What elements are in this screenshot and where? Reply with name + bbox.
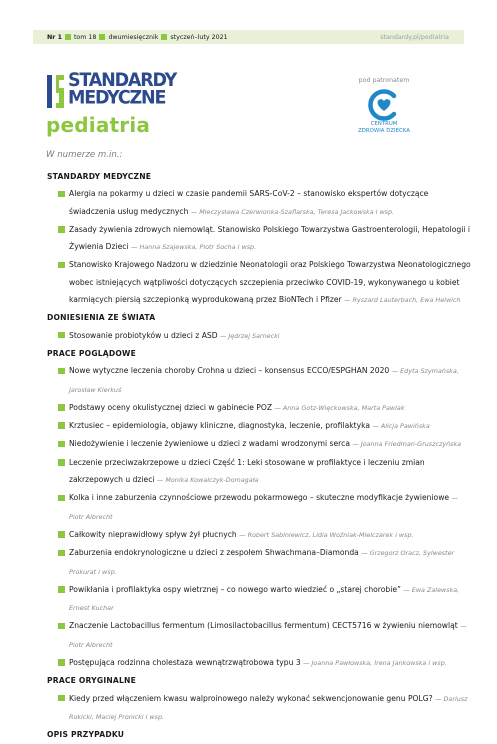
article-title: Zaburzenia endokrynologiczne u dzieci z zespołem Shwachmana–Diamonda xyxy=(69,548,359,558)
article-title: Kolka i inne zaburzenia czynnościowe przewodu pokarmowego – skuteczne modyfikacje żywieniowe xyxy=(69,493,450,503)
article-title: Stosowanie probiotyków u dzieci z ASD xyxy=(69,330,218,340)
article-authors: — Ewa Zalewska, Ernest Kuchar xyxy=(69,585,460,613)
bullet-square-icon xyxy=(58,226,65,233)
bullet-square-icon xyxy=(58,623,65,630)
issue-period: styczeń–luty 2021 xyxy=(170,33,228,41)
section-heading: DONIESIENIA ZE ŚWIATA xyxy=(47,313,156,323)
article-title: Powikłania i profilaktyka ospy wietrznej – co nowego warto wiedzieć o „starej chorobie” xyxy=(69,584,401,594)
article-title: Kiedy przed włączeniem kwasu walproinowego należy wykonać sekwencjonowanie genu POLG? xyxy=(69,693,433,703)
article-authors: — Joanna Friedman-Gruszczyńska xyxy=(352,440,462,449)
separator-square-icon xyxy=(65,34,71,40)
bullet-square-icon xyxy=(58,368,65,375)
article-list-item[interactable] xyxy=(47,417,472,435)
logo-line-2: MEDYCZNE xyxy=(68,87,166,109)
bullet-square-icon xyxy=(58,586,65,593)
article-title: Zasady żywienia zdrowych niemowląt. Stanowisko Polskiego Towarzystwa Gastroenterologii, Hepatologii i Żywienia Dzieci xyxy=(69,224,470,252)
article-authors: — Robert Sabiniewicz, Lidia Woźniak-Mielczarek i wsp. xyxy=(239,530,414,539)
issue-meta xyxy=(33,34,231,41)
separator-square-icon xyxy=(99,34,105,40)
article-entry xyxy=(58,489,472,526)
article-list-item[interactable] xyxy=(47,256,472,309)
article-list-item[interactable] xyxy=(47,435,472,453)
article-authors: — Mieczysława Czerwionka-Szaflarska, Teresa Jackowska i wsp. xyxy=(190,207,395,216)
article-authors: — Dariusz Rokicki, Maciej Pronicki i wsp. xyxy=(69,694,468,721)
article-title: Stanowisko Krajowego Nadzoru w dziedzinie Neonatologii oraz Polskiego Towarzystwa Neonatologicznego wobec istniejących wątpliwości dotyczących szczepienia przeciwko COVID-19, wykonywanego u kobiet karmiących piersią szczepionką wyprodukowaną przez BioNTech i Pfizer xyxy=(69,260,471,305)
section-heading: OPIS PRZYPADKU xyxy=(47,730,125,740)
article-list-item[interactable] xyxy=(47,617,472,654)
article-authors: — Edyta Szymańska, Jarosław Kierkuś xyxy=(69,367,459,394)
bullet-square-icon xyxy=(58,191,65,198)
issue-info-bar xyxy=(33,30,464,44)
article-entry xyxy=(58,256,472,309)
journal-section-title: pediatria xyxy=(46,113,151,137)
article-title: Znaczenie Lactobacillus fermentum (Limosilactobacillus fermentum) CECT5716 w żywieniu niemowląt xyxy=(69,621,458,631)
bullet-square-icon xyxy=(58,495,65,502)
article-list-item[interactable] xyxy=(47,654,472,672)
bullet-square-icon xyxy=(58,531,65,538)
article-list-item[interactable] xyxy=(47,690,472,727)
bullet-square-icon xyxy=(58,422,65,429)
article-authors: — Alicja Pawińska xyxy=(372,422,430,431)
logo-wordmark xyxy=(68,72,248,108)
issue-frequency: dwumiesięcznik xyxy=(108,33,159,41)
article-authors: — Monika Kowalczyk-Domagała xyxy=(156,476,259,485)
article-authors: — Ryszard Lauterbach, Ewa Helwich xyxy=(344,296,461,305)
article-entry xyxy=(58,690,472,727)
article-entry xyxy=(58,185,472,221)
centrum-zdrowia-dziecka-logo-icon xyxy=(367,89,401,121)
bullet-square-icon xyxy=(58,550,65,557)
article-list-item[interactable] xyxy=(47,581,472,618)
article-list-item[interactable] xyxy=(47,362,472,399)
bullet-square-icon xyxy=(58,459,65,466)
article-authors: — Anna Gotz-Więckowska, Marta Pawlak xyxy=(274,403,405,412)
article-title: Leczenie przeciwzakrzepowe u dzieci Część 1: Leki stosowane w profilaktyce i leczeniu zmian zakrzepowych u dzieci xyxy=(69,457,425,485)
article-authors: — Grzegorz Oracz, Sylwester Prokurat i wsp. xyxy=(69,549,455,576)
patronage-block xyxy=(350,77,418,135)
bullet-square-icon xyxy=(58,441,65,448)
patron-name-line-2: ZDROWIA DZIECKA xyxy=(358,128,410,134)
article-title: Całkowity nieprawidłowy spływ żył płucnych xyxy=(69,529,237,539)
issue-volume: tom 18 xyxy=(73,33,97,41)
article-title: Nowe wytyczne leczenia choroby Crohna u dzieci – konsensus ECCO/ESPGHAN 2020 xyxy=(69,366,390,376)
article-list-item[interactable] xyxy=(47,489,472,526)
article-entry xyxy=(58,654,472,672)
standardy-logo-mark-icon xyxy=(47,75,64,108)
bullet-square-icon xyxy=(58,262,65,269)
article-entry xyxy=(58,362,472,399)
article-authors: — Piotr Albrecht xyxy=(69,494,458,521)
article-authors: — Joanna Pawłowska, Irena Jankowska i wsp. xyxy=(303,659,447,668)
section-heading: PRACE ORYGINALNE xyxy=(47,676,136,686)
article-list-item[interactable] xyxy=(47,454,472,490)
article-list-item[interactable] xyxy=(47,399,472,417)
article-entry xyxy=(58,526,472,544)
bullet-square-icon xyxy=(58,695,65,702)
journal-url[interactable]: standardy.pl/pediatria xyxy=(380,33,449,41)
bullet-square-icon xyxy=(58,404,65,411)
logo-line-1: STANDARDY xyxy=(68,70,177,92)
bullet-square-icon xyxy=(58,332,65,339)
article-title: Postępująca rodzinna cholestaza wewnątrzwątrobowa typu 3 xyxy=(69,658,301,668)
article-entry xyxy=(58,435,472,453)
article-title: Niedożywienie i leczenie żywieniowe u dzieci z wadami wrodzonymi serca xyxy=(69,439,350,449)
patron-name-line-1: CENTRUM xyxy=(370,121,398,127)
article-list-item[interactable] xyxy=(47,544,472,581)
article-title: Krztusiec – epidemiologia, objawy kliniczne, diagnostyka, leczenie, profilaktyka xyxy=(69,421,371,431)
section-heading: STANDARDY MEDYCZNE xyxy=(47,172,152,181)
article-list-item[interactable] xyxy=(47,221,472,257)
issue-number: Nr 1 xyxy=(47,33,62,41)
separator-square-icon xyxy=(161,34,167,40)
article-entry xyxy=(58,454,472,490)
patronage-label: pod patronatem xyxy=(358,77,410,84)
issue-intro: W numerze m.in.: xyxy=(46,150,123,160)
article-title: Podstawy oceny okulistycznej dzieci w gabinecie POZ xyxy=(69,402,273,412)
article-entry xyxy=(58,417,472,435)
article-entry xyxy=(58,581,472,618)
article-list-item[interactable] xyxy=(47,526,472,544)
bullet-square-icon xyxy=(58,659,65,666)
section-heading: PRACE POGLĄDOWE xyxy=(47,348,136,358)
article-entry xyxy=(58,221,472,257)
article-authors: — Jędrzej Sarnecki xyxy=(219,331,280,340)
article-authors: — Hanna Szajewska, Piotr Socha i wsp. xyxy=(131,243,257,252)
article-entry xyxy=(58,617,472,654)
article-entry xyxy=(58,544,472,581)
article-title: Alergia na pokarmy u dzieci w czasie pandemii SARS-CoV-2 – stanowisko ekspertów dotyczące świadczenia usług medycznych xyxy=(69,189,429,216)
table-of-contents xyxy=(47,168,472,744)
article-authors: — Piotr Albrecht xyxy=(69,622,467,649)
article-list-item[interactable] xyxy=(47,185,472,221)
article-entry xyxy=(58,399,472,417)
article-entry xyxy=(58,327,472,345)
article-list-item[interactable] xyxy=(47,327,472,345)
